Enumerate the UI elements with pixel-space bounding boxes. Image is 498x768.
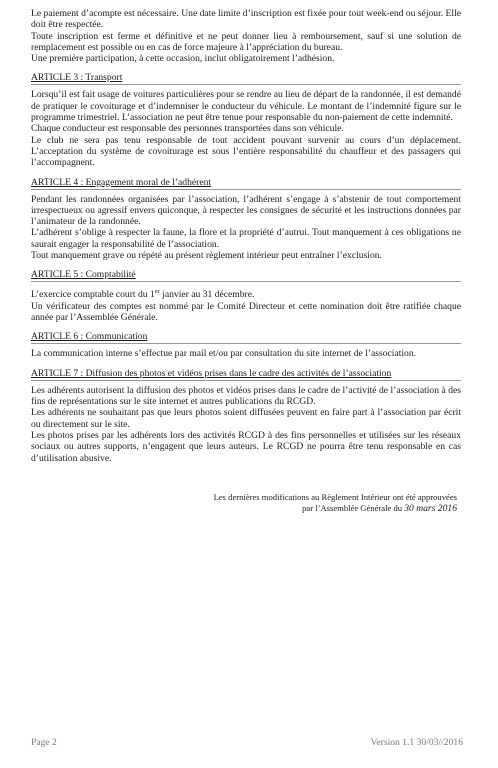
approval-note — [31, 492, 461, 514]
article-heading-rule — [31, 331, 461, 344]
article-heading-rule — [31, 269, 461, 282]
page-number: Page 2 — [31, 737, 57, 748]
paragraph: Le club ne sera pas tenu responsable de tout accident pouvant survenir au cours d’un déplacement. L’acceptation du système de covoiturage est sous l’entière responsabilité du chauffeur et des passagers qui l’accompagnent. — [31, 134, 461, 169]
paragraph: L’adhérent s’oblige à respecter la faune, la flore et la propriété d’autrui. Tout manquement à ces obligations ne saurait engager la responsabilité de l’association. — [31, 227, 461, 250]
article-heading — [31, 72, 461, 83]
article-heading-rule — [31, 177, 461, 190]
paragraph: Chaque conducteur est responsable des personnes transportées dans son véhicule. — [31, 123, 344, 135]
article-heading-rule — [31, 368, 461, 381]
paragraph: Pendant les randonnées organisées par l’association, l’adhérent s’engage à s’abstenir de tout comportement irrespectueux ou agressif envers quiconque, à respecter les consignes de sécurité et les instructions données par l’animateur de la randonnée. — [31, 193, 461, 228]
article-heading-text: ARTICLE 5 : Comptabilité — [31, 269, 136, 281]
version-label: Version 1.1 30/03//2016 — [370, 737, 463, 748]
paragraph: Une première participation, à cette occasion, inclut obligatoirement l’adhésion. — [31, 53, 335, 65]
article-heading-text: ARTICLE 6 : Communication — [31, 331, 148, 343]
article-heading — [31, 177, 461, 188]
page-footer — [31, 737, 463, 748]
paragraph: Tout manquement grave ou répété au présent règlement intérieur peut entraîner l’exclusion. — [31, 250, 382, 262]
approval-prefix: par l’Assemblée Générale du — [302, 502, 405, 513]
approval-line: Les dernières modifications au Règlement Intérieur ont été approuvées — [213, 491, 457, 502]
article-heading — [31, 331, 461, 342]
article-7-section — [31, 368, 461, 464]
approval-line — [31, 503, 457, 514]
paragraph — [31, 286, 461, 300]
intro-section — [31, 8, 461, 64]
article-heading-text: ARTICLE 3 : Transport — [31, 72, 123, 84]
paragraph: Un vérificateur des comptes est nommé par le Comité Directeur et cette nomination doit être ratifiée chaque année par l’Assemblée Générale. — [31, 300, 461, 324]
paragraph: Les adhérents ne souhaitant pas que leurs photos soient diffusées peuvent en faire part à l’association par écrit ou directement sur le site. — [31, 407, 461, 430]
document-body — [31, 8, 461, 514]
superscript: er — [154, 288, 160, 296]
text-run: L’exercice comptable court du 1 — [31, 289, 155, 301]
article-6-section — [31, 331, 461, 359]
paragraph: Les photos prises par les adhérents lors des activités RCGD à des fins personnelles et utilisées sur les réseaux sociaux ou autres supports, n’engagent que leurs auteurs. Le RCGD ne pourra être tenu responsable en cas d’utilisation abusive. — [31, 429, 461, 464]
article-4-section — [31, 177, 461, 262]
article-heading — [31, 368, 461, 379]
article-heading-rule — [31, 72, 461, 85]
paragraph: Lorsqu’il est fait usage de voitures particulières pour se rendre au lieu de départ de la randonnée, il est demandé de pratiquer le covoiturage et d’indemniser le conducteur du véhicule. Le montant de l’indemnité figure sur le programme trimestriel. L’association ne peut être tenue pour responsable du non-paiement de cette indemnité. — [31, 89, 461, 124]
article-heading — [31, 269, 461, 280]
text-run: janvier au 31 décembre. — [159, 289, 255, 301]
paragraph: Toute inscription est ferme et définitive et ne peut donner lieu à remboursement, sauf si une solution de remplacement est possible ou en cas de force majeure à l’appréciation du bureau. — [31, 30, 461, 53]
paragraph: Le paiement d’acompte est nécessaire. Une date limite d’inscription est fixée pour tout week-end ou séjour. Elle doit être respectée. — [31, 8, 461, 31]
paragraph: Les adhérents autorisent la diffusion des photos et vidéos prises dans le cadre de l’activité de l’association à des fins de représentations sur le site internet et autres publications du RCGD. — [31, 384, 461, 408]
article-heading-text: ARTICLE 4 : Engagement moral de l’adhérent — [31, 176, 212, 188]
article-heading-text: ARTICLE 7 : Diffusion des photos et vidéos prises dans le cadre des activités de l’association — [31, 367, 392, 379]
article-3-section — [31, 72, 461, 168]
paragraph: La communication interne s’effectue par mail et/ou par consultation du site internet de l’association. — [31, 348, 417, 360]
approval-date: 30 mars 2016 — [404, 502, 457, 514]
article-5-section — [31, 269, 461, 323]
